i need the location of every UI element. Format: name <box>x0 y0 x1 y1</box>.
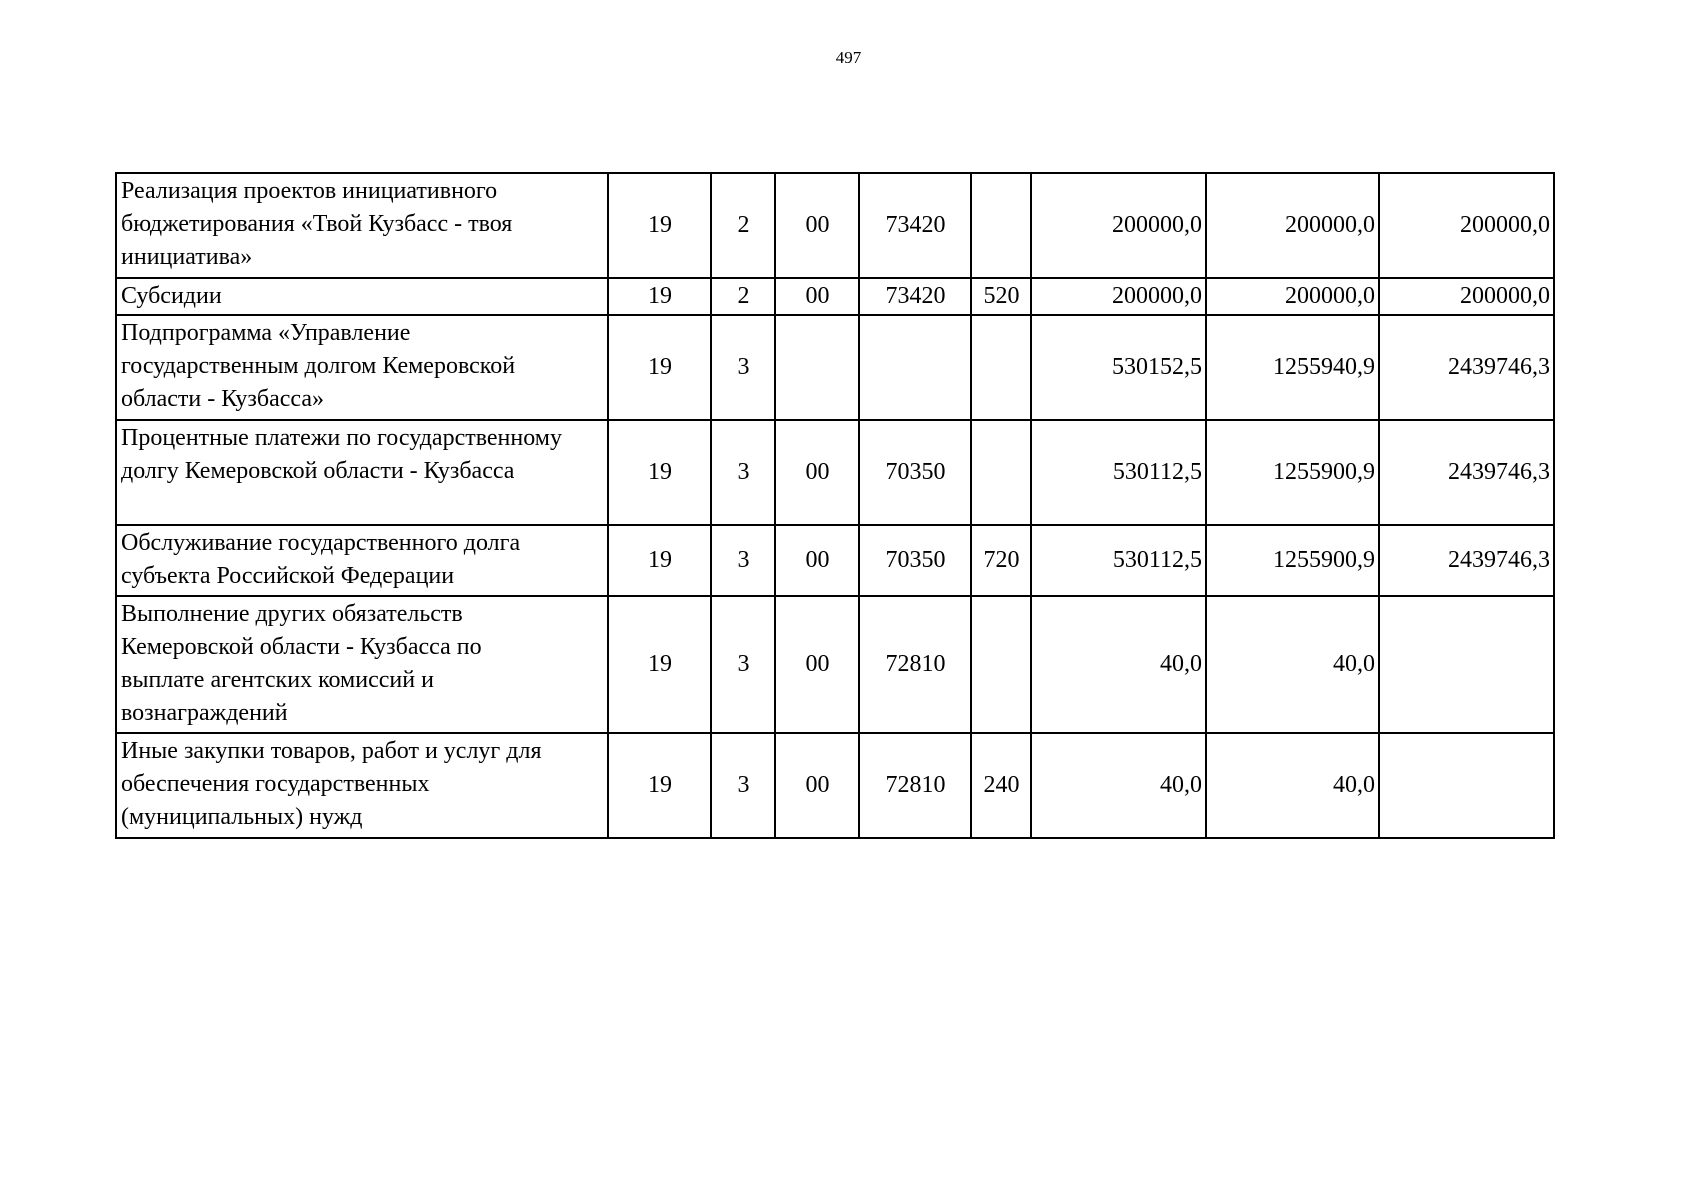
amount-2-cell: 200000,0 <box>1206 278 1379 315</box>
direction-cell: 00 <box>775 596 859 733</box>
amount-2-cell: 1255940,9 <box>1206 315 1379 420</box>
code-cell: 73420 <box>859 173 971 278</box>
amount-3-cell: 200000,0 <box>1379 173 1554 278</box>
subprogram-cell: 3 <box>711 525 775 596</box>
row-name: Подпрограмма «Управление государственным долгом Кемеровской области - Кузбасса» <box>116 315 608 420</box>
program-cell: 19 <box>608 733 711 838</box>
direction-cell: 00 <box>775 525 859 596</box>
program-cell: 19 <box>608 278 711 315</box>
code-cell: 70350 <box>859 420 971 525</box>
amount-3-cell <box>1379 733 1554 838</box>
direction-cell <box>775 315 859 420</box>
table-row <box>116 596 1554 733</box>
amount-3-cell: 2439746,3 <box>1379 315 1554 420</box>
expense-type-cell <box>971 173 1031 278</box>
code-cell: 72810 <box>859 733 971 838</box>
expense-type-cell <box>971 315 1031 420</box>
budget-table <box>115 172 1555 839</box>
amount-2-cell: 200000,0 <box>1206 173 1379 278</box>
code-cell: 73420 <box>859 278 971 315</box>
direction-cell: 00 <box>775 278 859 315</box>
amount-2-cell: 40,0 <box>1206 596 1379 733</box>
expense-type-cell <box>971 420 1031 525</box>
table-row <box>116 420 1554 525</box>
page-number: 497 <box>835 48 862 67</box>
subprogram-cell: 2 <box>711 278 775 315</box>
direction-cell: 00 <box>775 173 859 278</box>
expense-type-cell <box>971 596 1031 733</box>
row-name: Субсидии <box>116 278 608 315</box>
program-cell: 19 <box>608 173 711 278</box>
row-name: Выполнение других обязательств Кемеровской области - Кузбасса по выплате агентских комиссий и вознаграждений <box>116 596 608 733</box>
program-cell: 19 <box>608 596 711 733</box>
amount-3-cell: 200000,0 <box>1379 278 1554 315</box>
amount-3-cell <box>1379 596 1554 733</box>
code-cell: 70350 <box>859 525 971 596</box>
amount-2-cell: 1255900,9 <box>1206 525 1379 596</box>
row-name: Иные закупки товаров, работ и услуг для обеспечения государственных (муниципальных) нужд <box>116 733 608 838</box>
amount-3-cell: 2439746,3 <box>1379 420 1554 525</box>
table-row <box>116 278 1554 315</box>
table-row <box>116 733 1554 838</box>
row-name: Обслуживание государственного долга субъекта Российской Федерации <box>116 525 608 596</box>
subprogram-cell: 3 <box>711 596 775 733</box>
amount-3-cell: 2439746,3 <box>1379 525 1554 596</box>
subprogram-cell: 3 <box>711 733 775 838</box>
subprogram-cell: 3 <box>711 420 775 525</box>
row-name: Процентные платежи по государственному долгу Кемеровской области - Кузбасса <box>116 420 608 525</box>
amount-1-cell: 530152,5 <box>1031 315 1206 420</box>
expense-type-cell: 720 <box>971 525 1031 596</box>
amount-1-cell: 530112,5 <box>1031 420 1206 525</box>
amount-1-cell: 40,0 <box>1031 733 1206 838</box>
code-cell <box>859 315 971 420</box>
row-name: Реализация проектов инициативного бюджетирования «Твой Кузбасс - твоя инициатива» <box>116 173 608 278</box>
amount-1-cell: 40,0 <box>1031 596 1206 733</box>
program-cell: 19 <box>608 420 711 525</box>
program-cell: 19 <box>608 315 711 420</box>
amount-2-cell: 1255900,9 <box>1206 420 1379 525</box>
direction-cell: 00 <box>775 733 859 838</box>
subprogram-cell: 2 <box>711 173 775 278</box>
code-cell: 72810 <box>859 596 971 733</box>
direction-cell: 00 <box>775 420 859 525</box>
amount-1-cell: 200000,0 <box>1031 173 1206 278</box>
amount-1-cell: 530112,5 <box>1031 525 1206 596</box>
table-row <box>116 173 1554 278</box>
table-row <box>116 525 1554 596</box>
amount-1-cell: 200000,0 <box>1031 278 1206 315</box>
expense-type-cell: 240 <box>971 733 1031 838</box>
subprogram-cell: 3 <box>711 315 775 420</box>
amount-2-cell: 40,0 <box>1206 733 1379 838</box>
program-cell: 19 <box>608 525 711 596</box>
table-row <box>116 315 1554 420</box>
expense-type-cell: 520 <box>971 278 1031 315</box>
